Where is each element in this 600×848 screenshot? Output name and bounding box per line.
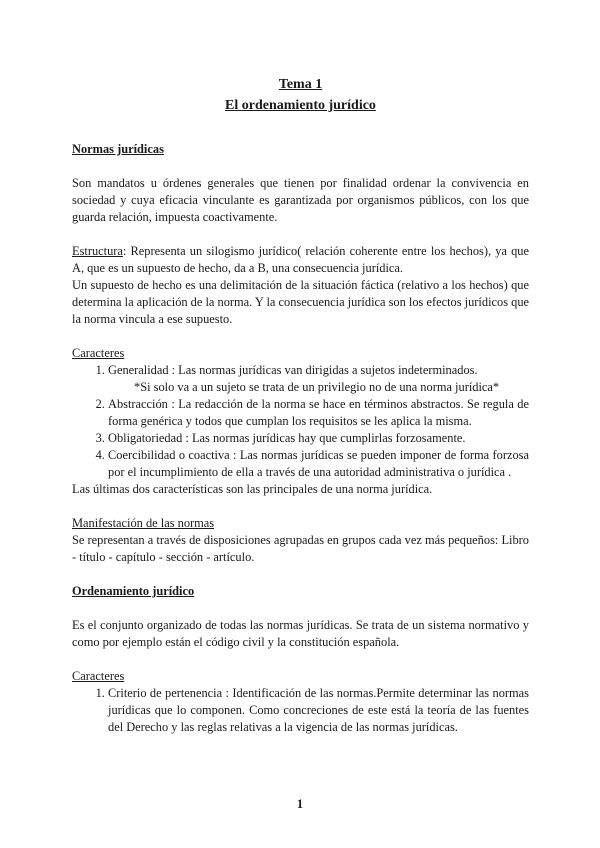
- section-heading-ordenamiento: Ordenamiento jurídico: [72, 584, 195, 598]
- document-page: [72, 72, 529, 736]
- normas-definition: Son mandatos u órdenes generales que tienen por finalidad ordenar la convivencia en sociedad y cuya eficacia vinculante es garantizada por organismos públicos, con los que guarda relación, impuesta coactivamente.: [72, 176, 529, 224]
- list-item-pertenencia: 1. Criterio de pertenencia : Identificación de las normas.Permite determinar las normas jurídicas que lo componen. Como concreciones de este está la teoría de las fuentes del Derecho y las reglas relativas a la vigencia de las normas jurídicas.: [108, 685, 529, 736]
- section-heading-normas: Normas jurídicas: [72, 142, 164, 156]
- caracteres-summary: Las últimas dos características son las principales de una norma jurídica.: [72, 482, 433, 496]
- estructura-paragraph: [72, 243, 529, 277]
- caracteres-list-2: [72, 685, 529, 736]
- supuesto-paragraph: Un supuesto de hecho es una delimitación de la situación fáctica (relativo a los hechos) que determina la aplicación de la norma. Y la consecuencia jurídica son los efectos jurídicos que la norma vincula a ese supuesto.: [72, 278, 530, 326]
- list-item-generalidad: 1. Generalidad : Las normas jurídicas van dirigidas a sujetos indeterminados. *Si solo va a un sujeto se trata de un privilegio no de una norma jurídica*: [108, 362, 529, 396]
- ordenamiento-definition: Es el conjunto organizado de todas las normas jurídicas. Se trata de un sistema normativo y como por ejemplo están el código civil y la constitución española.: [72, 618, 529, 649]
- page-number: 1: [296, 797, 304, 811]
- manifestacion-text: Se representan a través de disposiciones agrupadas en grupos cada vez más pequeños: Libro - título - capítulo - sección - artículo.: [72, 533, 529, 564]
- estructura-label: Estructura: [72, 244, 123, 258]
- document-title: Tema 1: [278, 77, 323, 92]
- document-subtitle: El ordenamiento jurídico: [225, 98, 376, 113]
- caracteres-label-2: Caracteres: [72, 669, 125, 683]
- list-item-coercibilidad: 4. Coercibilidad o coactiva : Las normas jurídicas se pueden imponer de forma forzosa por el incumplimiento de ella a través de una autoridad administrativa o jurídica .: [108, 447, 529, 481]
- estructura-text: : Representa un silogismo jurídico( relación coherente entre los hechos), ya que A, que es un supuesto de hecho, da a B, una consecuencia jurídica.: [72, 244, 529, 275]
- caracteres-label-1: Caracteres: [72, 346, 125, 360]
- list-item-abstraccion: 2. Abstracción : La redacción de la norma se hace en términos abstractos. Se regula de forma genérica y todos que cumplan los requisitos se les aplica la misma.: [108, 396, 529, 430]
- privilegio-note: *Si solo va a un sujeto se trata de un privilegio no de una norma jurídica*: [134, 380, 500, 394]
- manifestacion-label: Manifestación de las normas: [72, 516, 215, 530]
- caracteres-list-1: [72, 362, 529, 481]
- list-item-obligatoriedad: 3. Obligatoriedad : Las normas jurídicas hay que cumplirlas forzosamente.: [108, 430, 529, 447]
